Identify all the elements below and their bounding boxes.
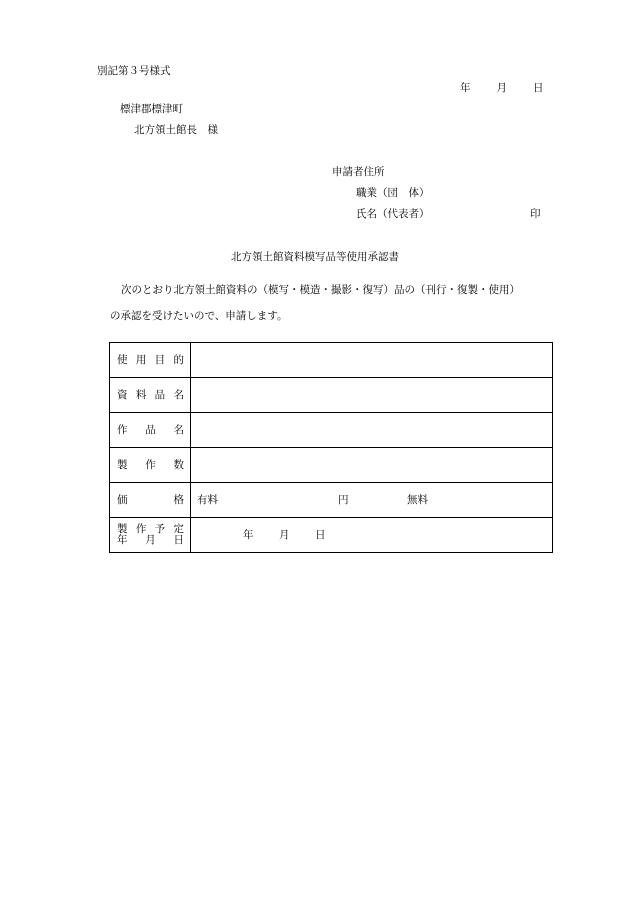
addressee-org: 標津郡標津町: [120, 103, 183, 115]
price-paid-label: 有料: [197, 493, 218, 506]
schedule-month-label: 月: [279, 528, 290, 541]
price-value-field[interactable]: [191, 483, 553, 518]
document-title: 北方領土館資料模写品等使用承認書: [231, 251, 399, 263]
purpose-value-field[interactable]: [191, 343, 553, 378]
purpose-label: 使 用 目 的: [110, 343, 191, 378]
schedule-value-field[interactable]: [191, 518, 553, 553]
item-name-label: 資 料 品 名: [110, 378, 191, 413]
table-row-purpose: [110, 343, 553, 378]
quantity-label: 製 作 数: [110, 448, 191, 483]
price-yen-label: 円: [338, 493, 349, 506]
date-month-label: 月: [496, 82, 507, 94]
table-row-quantity: [110, 448, 553, 483]
table-row-price: [110, 483, 553, 518]
seal-mark: 印: [530, 208, 541, 220]
date-line: [460, 83, 544, 94]
schedule-day-label: 日: [315, 528, 326, 541]
table-row-work-name: [110, 413, 553, 448]
table-row-item-name: [110, 378, 553, 413]
date-year-label: 年: [460, 82, 471, 94]
schedule-label: 製 作 予 定 年 月 日: [110, 518, 191, 553]
application-table: [109, 342, 553, 553]
work-name-label: 作 品 名: [110, 413, 191, 448]
applicant-occupation-label: 職業（団 体）: [356, 187, 430, 199]
schedule-year-label: 年: [243, 528, 254, 541]
price-free-label: 無料: [407, 493, 428, 506]
form-number: 別記第３号様式: [97, 65, 171, 77]
body-text-line2: の承認を受けたいので、申請します。: [110, 310, 288, 322]
body-text-line1: 次のとおり北方領土館資料の（模写・模造・撮影・復写）品の（刊行・復製・使用）: [121, 284, 520, 296]
applicant-address-label: 申請者住所: [332, 166, 385, 178]
item-name-value-field[interactable]: [191, 378, 553, 413]
quantity-value-field[interactable]: [191, 448, 553, 483]
price-label: 価 格: [110, 483, 191, 518]
applicant-name-label: 氏名（代表者）: [356, 208, 430, 220]
table-row-schedule: [110, 518, 553, 553]
date-day-label: 日: [533, 82, 544, 94]
addressee-person: 北方領土館長 様: [134, 124, 218, 136]
work-name-value-field[interactable]: [191, 413, 553, 448]
